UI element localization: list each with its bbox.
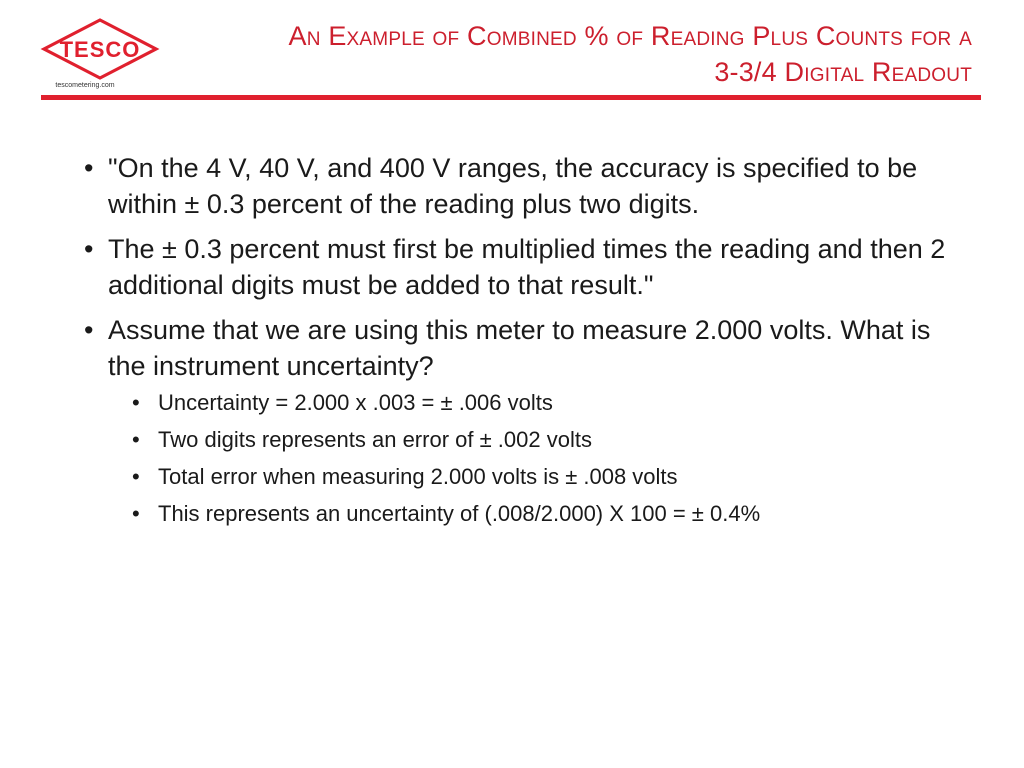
bullet-dot-icon: • [84,234,94,264]
logo-wordmark: TESCO [59,37,141,62]
sub-bullet-text: This represents an uncertainty of (.008/2.000) X 100 = ± 0.4% [158,501,761,526]
tesco-logo-mark [40,16,160,82]
tesco-logo [40,16,160,96]
bullet-text: "On the 4 V, 40 V, and 400 V ranges, the accuracy is specified to be within ± 0.3 percent of the reading plus two digits. [108,153,918,219]
sub-bullet-dot-icon: • [132,501,140,526]
sub-bullet-item [132,498,964,530]
sub-bullet-list [132,387,964,530]
bullet-item [84,231,964,303]
sub-bullet-item [132,387,964,419]
bullet-dot-icon: • [84,315,94,345]
sub-bullet-text: Total error when measuring 2.000 volts is ± .008 volts [158,464,678,489]
sub-bullet-text: Two digits represents an error of ± .002 volts [158,427,592,452]
slide-title-line-2: 3-3/4 Digital Readout [714,57,972,87]
bullet-text: The ± 0.3 percent must first be multiplied times the reading and then 2 additional digits must be added to that result." [108,234,946,300]
bullet-text: Assume that we are using this meter to measure 2.000 volts. What is the instrument uncertainty? [108,315,931,381]
slide-title [192,18,972,90]
sub-bullet-dot-icon: • [132,390,140,415]
sub-bullet-dot-icon: • [132,427,140,452]
bullet-item [84,150,964,222]
logo-url: tescometering.com [55,82,115,89]
bullet-item [84,312,964,384]
sub-bullet-dot-icon: • [132,464,140,489]
title-divider [41,95,981,100]
sub-bullet-item [132,424,964,456]
slide-title-line-1: An Example of Combined % of Reading Plus Counts for a [288,21,972,51]
bullet-dot-icon: • [84,153,94,183]
slide-body [84,150,964,535]
sub-bullet-item [132,461,964,493]
sub-bullet-text: Uncertainty = 2.000 x .003 = ± .006 volts [158,390,553,415]
